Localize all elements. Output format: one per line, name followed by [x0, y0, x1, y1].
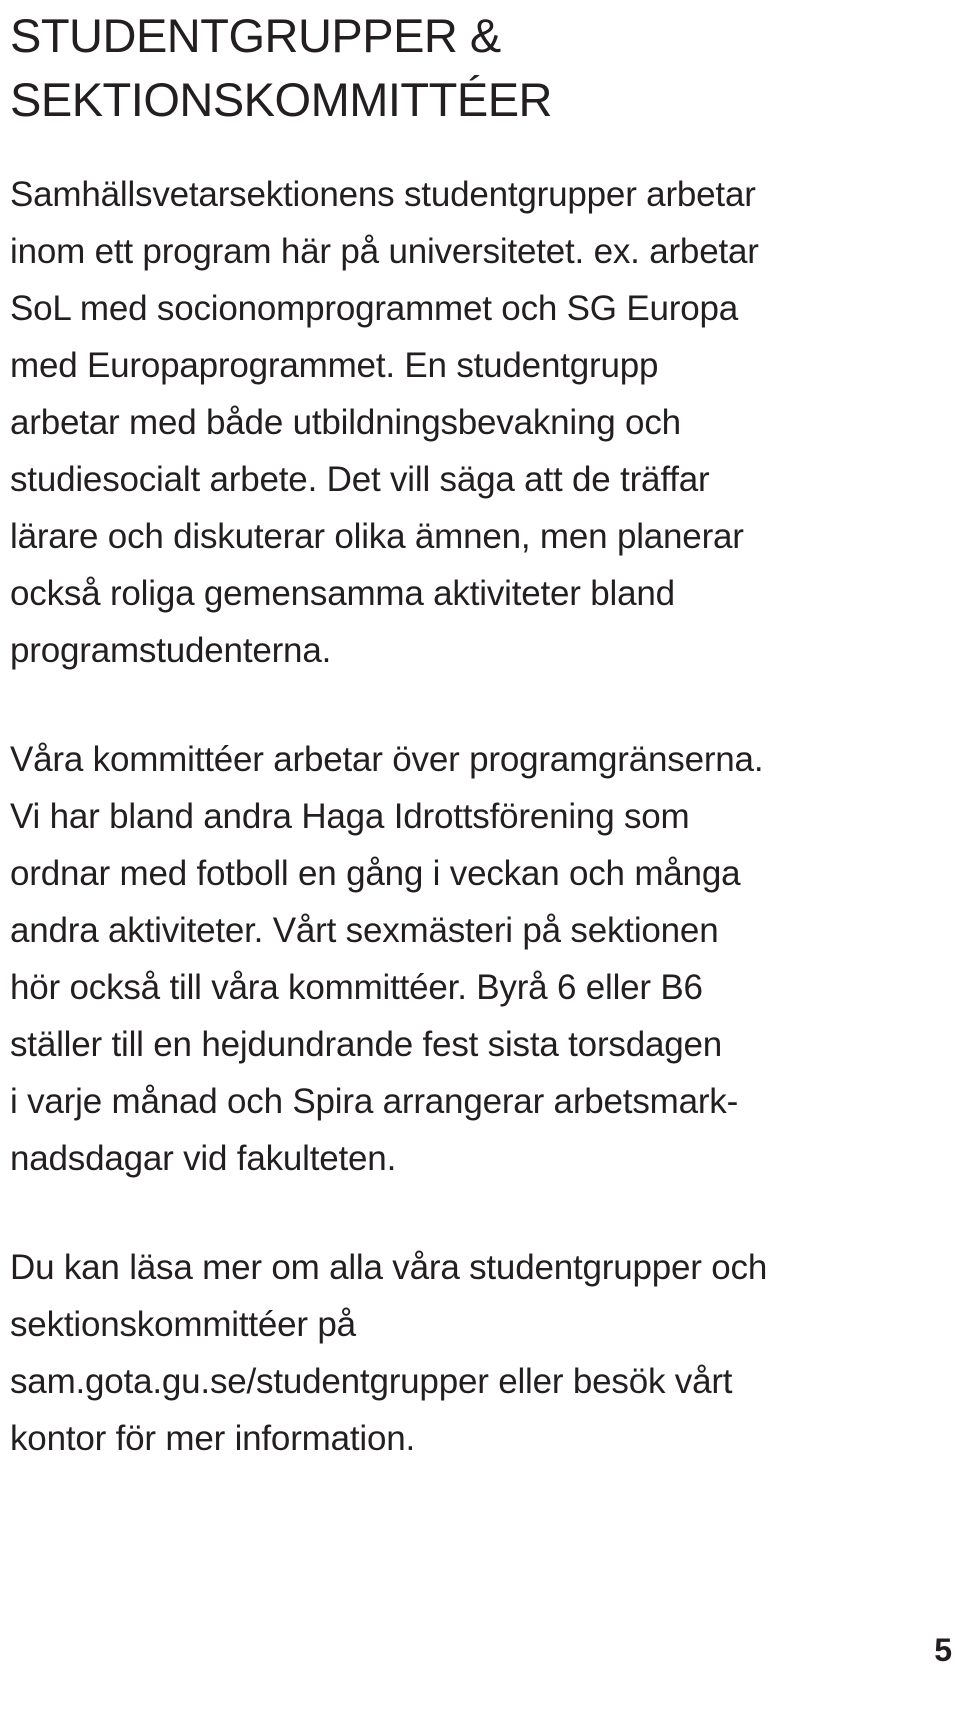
- text-line: programstudenterna.: [10, 631, 332, 670]
- text-line: inom ett program här på universitetet. ex. arbetar: [10, 232, 759, 271]
- text-line: nadsdagar vid fakulteten.: [10, 1139, 397, 1178]
- text-line: i varje månad och Spira arrangerar arbetsmark-: [10, 1082, 739, 1121]
- paragraph-committees: [10, 731, 950, 1187]
- text-line: Samhällsvetarsektionens studentgrupper arbetar: [10, 175, 756, 214]
- page-title: [10, 0, 950, 132]
- title-line: SEKTIONSKOMMITTÉER: [10, 73, 552, 126]
- text-line: kontor för mer information.: [10, 1419, 416, 1458]
- text-line: arbetar med både utbildningsbevakning och: [10, 403, 681, 442]
- text-line: sam.gota.gu.se/studentgrupper eller besök vårt: [10, 1362, 733, 1401]
- text-line: ordnar med fotboll en gång i veckan och många: [10, 854, 741, 893]
- text-line: studiesocialt arbete. Det vill säga att de träffar: [10, 460, 710, 499]
- paragraph-studentgroups: [10, 166, 950, 679]
- text-line: Du kan läsa mer om alla våra studentgrupper och: [10, 1248, 768, 1287]
- document-page: [10, 0, 950, 1467]
- title-line: STUDENTGRUPPER &: [10, 9, 501, 62]
- text-line: Våra kommittéer arbetar över programgränserna.: [10, 740, 764, 779]
- paragraph-read-more: [10, 1239, 950, 1467]
- text-line: ställer till en hejdundrande fest sista torsdagen: [10, 1025, 723, 1064]
- text-line: med Europaprogrammet. En studentgrupp: [10, 346, 659, 385]
- text-line: hör också till våra kommittéer. Byrå 6 eller B6: [10, 968, 703, 1007]
- page-number: 5: [934, 1632, 952, 1668]
- text-line: andra aktiviteter. Vårt sexmästeri på sektionen: [10, 911, 719, 950]
- text-line: SoL med socionomprogrammet och SG Europa: [10, 289, 739, 328]
- text-line: Vi har bland andra Haga Idrottsförening som: [10, 797, 690, 836]
- text-line: lärare och diskuterar olika ämnen, men planerar: [10, 517, 744, 556]
- text-line: sektionskommittéer på: [10, 1305, 356, 1344]
- text-line: också roliga gemensamma aktiviteter bland: [10, 574, 675, 613]
